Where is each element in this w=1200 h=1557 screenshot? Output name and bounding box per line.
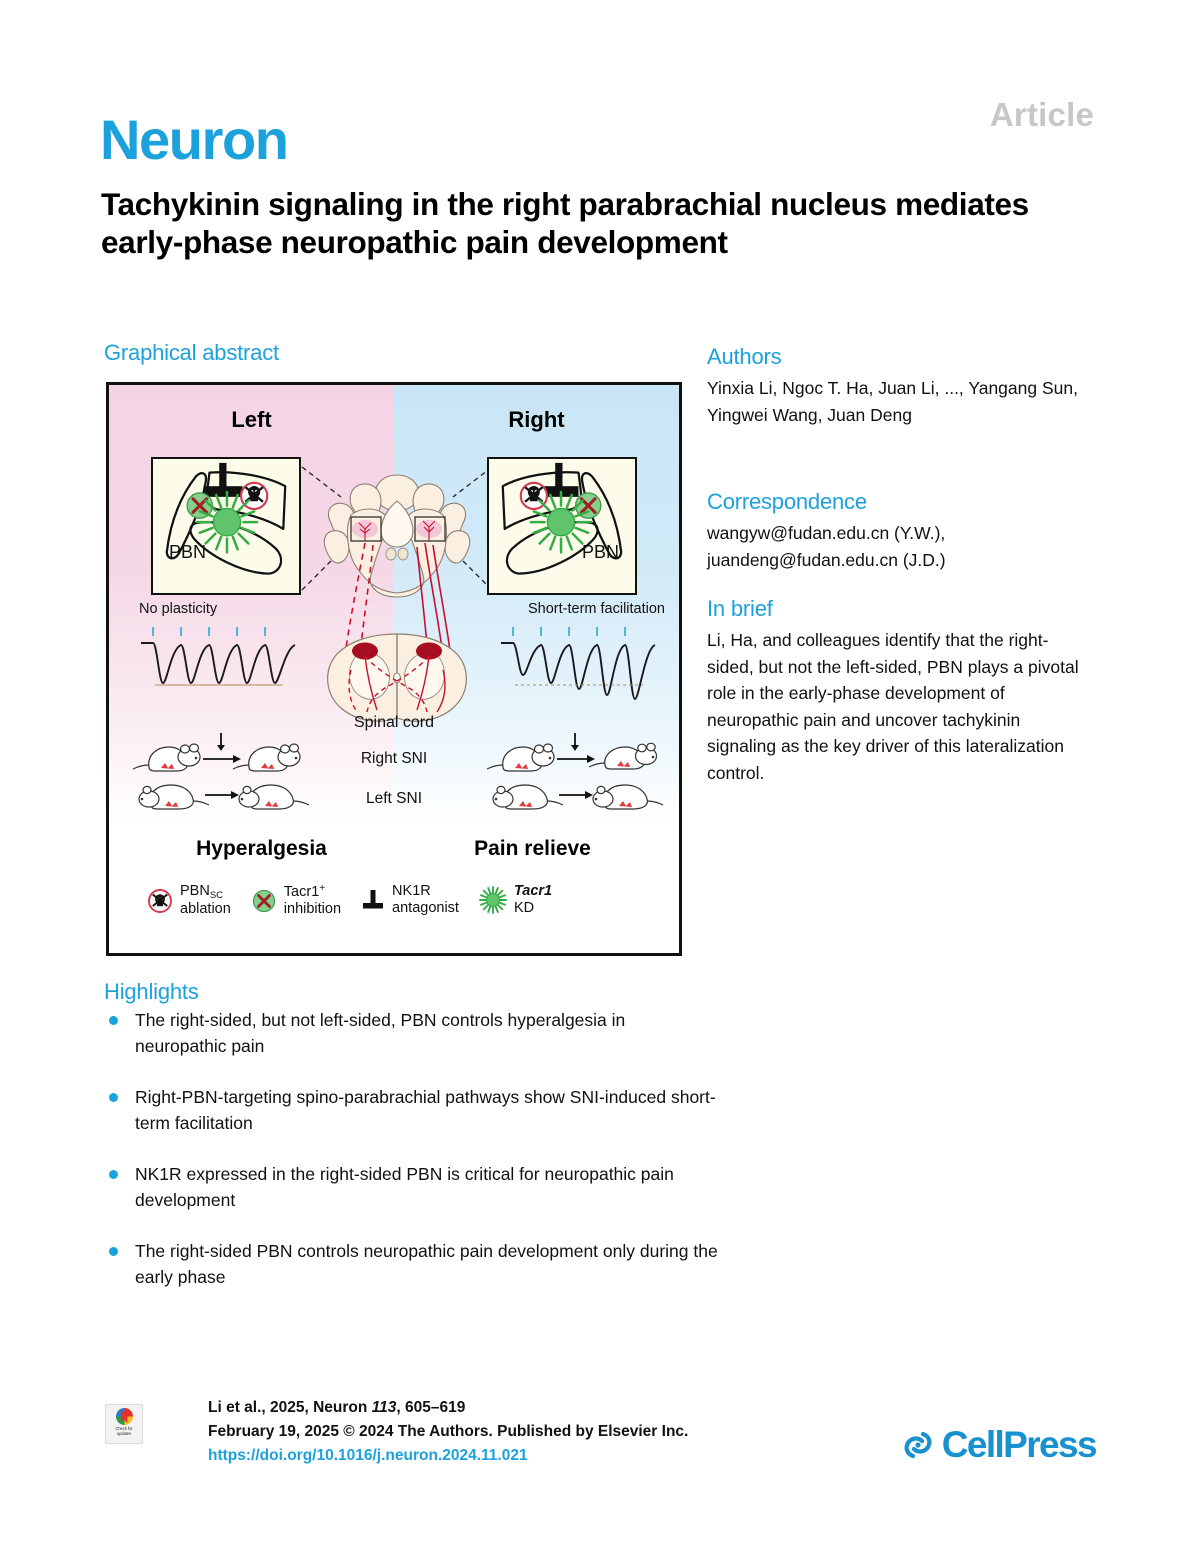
pbn-inset-left (151, 457, 301, 595)
ephys-trace-right (499, 625, 659, 703)
in-brief-heading: In brief (707, 596, 773, 621)
plasticity-label-left: No plasticity (139, 601, 218, 617)
article-type-kicker: Article (989, 96, 1094, 133)
legend-label: NK1R antagonist (392, 883, 459, 917)
citation-block (208, 1396, 688, 1468)
list-item (104, 1239, 719, 1290)
right-side-label: Right (508, 407, 565, 432)
crossmark-badge[interactable] (105, 1404, 143, 1444)
highlight-text: The right-sided PBN controls neuropathic pain development only during the early phase (135, 1241, 718, 1287)
highlight-text: The right-sided, but not left-sided, PBN controls hyperalgesia in neuropathic pain (135, 1010, 626, 1056)
bullet-icon (109, 1016, 118, 1025)
ephys-trace-left (139, 625, 299, 703)
cellpress-mark-icon (901, 1427, 935, 1463)
legend-item-ablation (147, 883, 231, 918)
pbn-inset-left-label: PBN (169, 542, 207, 562)
correspondence-emails[interactable]: wangyw@fudan.edu.cn (Y.W.), juandeng@fudan.edu.cn (J.D.) (707, 523, 946, 570)
spinal-cord-label: Spinal cord (353, 714, 435, 731)
authors-heading: Authors (707, 344, 782, 369)
legend-item-inhibition (251, 883, 341, 918)
graphical-abstract-figure (106, 382, 682, 956)
legend-item-antagonist (361, 883, 459, 917)
graphical-abstract-heading: Graphical abstract (104, 340, 279, 365)
cellpress-wordmark: CellPress (941, 1424, 1096, 1465)
legend-label: Tacr1 KD (513, 883, 553, 917)
cellpress-logo (901, 1424, 1096, 1466)
journal-logo: Neuron (100, 108, 288, 171)
highlight-text: Right-PBN-targeting spino-parabrachial pathways show SNI-induced short-term facilitation (135, 1087, 716, 1133)
crossmark-line2: updates (116, 1431, 132, 1436)
legend-label: Tacr1+ inhibition (283, 883, 342, 918)
list-item (104, 1162, 719, 1213)
outcome-right: Pain relieve (474, 837, 591, 860)
bullet-icon (109, 1093, 118, 1102)
t-bar-antagonist-icon (361, 887, 385, 913)
left-sni-label: Left SNI (366, 790, 422, 807)
citation-line-2: February 19, 2025 © 2024 The Authors. Published by Elsevier Inc. (208, 1423, 689, 1441)
skull-prohibited-icon (147, 888, 173, 914)
correspondence-heading: Correspondence (707, 489, 867, 514)
figure-legend (147, 883, 669, 918)
doi-link[interactable]: https://doi.org/10.1016/j.neuron.2024.11.021 (208, 1447, 528, 1465)
left-side-label: Left (231, 407, 272, 432)
plasticity-label-right: Short-term facilitation (528, 601, 665, 617)
outcome-left: Hyperalgesia (196, 837, 327, 860)
pbn-inset-right-label: PBN (581, 542, 619, 562)
citation-line-1: Li et al., 2025, Neuron 113, 605–619 (208, 1399, 466, 1416)
bullet-icon (109, 1170, 118, 1179)
list-item (104, 1008, 719, 1059)
crossmark-icon (116, 1408, 133, 1425)
crossmark-line1: Check for (115, 1426, 133, 1431)
bullet-icon (109, 1247, 118, 1256)
legend-item-knockdown (479, 883, 552, 917)
list-item (104, 1085, 719, 1136)
in-brief-text: Li, Ha, and colleagues identify that the right-sided, but not the left-sided, PBN plays a pivotal role in the early-phase development of neuropathic pain and uncover tachykinin signaling as the key driver of this lateralization control. (707, 630, 1079, 783)
highlights-heading: Highlights (104, 979, 199, 1004)
page-title: Tachykinin signaling in the right parabrachial nucleus mediates early-phase neuropathic pain development (101, 186, 1029, 260)
green-starburst-icon (479, 886, 507, 914)
right-sni-label: Right SNI (360, 750, 428, 767)
highlight-text: NK1R expressed in the right-sided PBN is critical for neuropathic pain development (135, 1164, 674, 1210)
spinal-cord-diagram (321, 630, 473, 726)
legend-label: $PBN_{SC}$ ablation (180, 883, 231, 918)
green-x-circle-icon (251, 888, 277, 914)
highlights-list (104, 1008, 719, 1316)
pbn-inset-right (487, 457, 637, 595)
authors-list: Yinxia Li, Ngoc T. Ha, Juan Li, ..., Yangang Sun, Yingwei Wang, Juan Deng (707, 378, 1078, 425)
